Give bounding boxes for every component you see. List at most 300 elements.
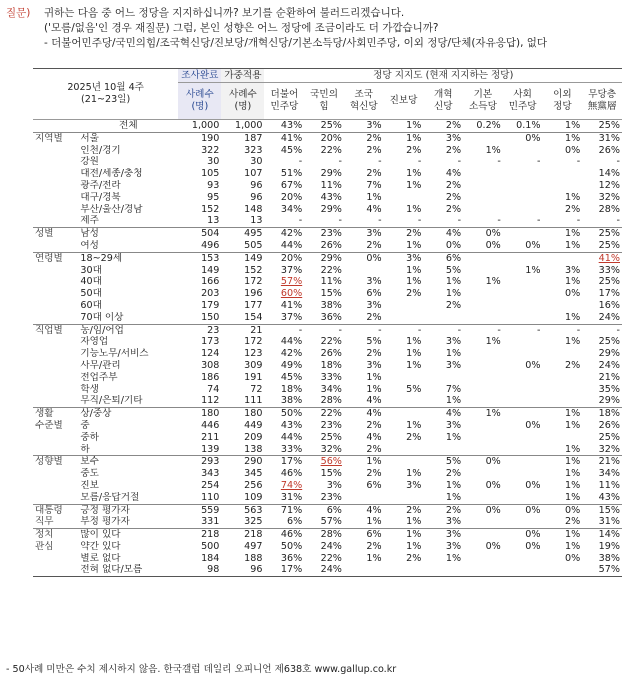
value-cell: 46% [264,529,304,541]
weighted-size-cell: 218 [221,529,264,541]
value-cell [463,444,503,456]
value-cell: 25% [598,239,620,251]
weighted-size-cell: 72 [250,383,263,395]
table-row [33,204,622,216]
value-cell: 43% [598,491,620,503]
weighted-size-cell: 21 [221,324,264,336]
value-cell: 1% [565,443,581,455]
value-cell: 1% [485,144,501,156]
value-cell [543,300,583,312]
table-row [33,553,622,565]
value-cell: 2% [344,132,384,144]
group-label [33,564,78,576]
question-label: 질문) [6,7,31,19]
weighted-size-cell: 191 [244,371,263,383]
weighted-size-cell: 187 [221,132,264,144]
value-cell: 74% [280,479,303,491]
value-cell: - [264,324,304,336]
value-cell [503,492,543,504]
value-cell: 1% [366,371,382,383]
subgroup-label: 60대 [80,299,102,311]
weighted-size-cell: 345 [244,468,263,480]
support-header: 정당 지지도 (현재 지지하는 정당) [264,69,622,83]
group-label: 정치 [33,529,78,541]
value-cell: 1% [406,179,422,191]
value-cell: 0% [485,479,501,491]
weighted-size-cell: 1,000 [221,120,264,133]
value-cell: 4% [366,203,382,215]
weighted-size-cell: 96 [250,179,263,191]
value-cell: 3% [445,336,462,348]
table-row [33,215,622,227]
value-cell [503,312,543,324]
subgroup-label: 서울 [78,132,178,144]
table-row [33,360,622,372]
value-cell: 22% [320,144,342,156]
value-cell [463,288,503,300]
table-row [33,395,622,407]
party-header: 진보당 [384,83,424,120]
weighted-size-cell: 109 [244,491,263,503]
subgroup-label: 사무/관리 [80,359,121,371]
value-cell: 38% [320,299,342,311]
value-cell [463,180,503,192]
value-cell [503,276,543,288]
weighted-size-cell: 152 [244,264,263,276]
value-cell: 29% [598,348,620,360]
sample-size-cell: 124 [201,348,220,360]
table-row [33,312,622,324]
value-cell [463,468,503,480]
value-cell: 1% [366,516,382,528]
value-cell: 36% [320,311,342,323]
sample-size-cell: 331 [201,516,220,528]
value-cell: 1% [565,491,581,503]
value-cell [503,395,543,407]
weighted-size-cell: 290 [221,456,264,468]
value-cell: - [543,324,583,336]
value-cell: 3% [406,479,422,491]
value-cell: 50% [280,540,303,552]
group-label: 관심 [35,540,54,552]
value-cell: 0% [525,359,541,371]
group-label [33,120,78,133]
subgroup-label: 남성 [78,228,178,240]
value-cell: 1% [344,456,384,468]
value-cell [384,192,424,204]
value-cell [384,564,424,576]
weighted-size-cell: 123 [244,348,263,360]
table-row [33,288,622,300]
value-cell: 1% [366,383,382,395]
group-label [33,204,78,216]
weighted-size-cell: 107 [244,168,263,180]
value-cell: 11% [320,276,342,288]
value-cell: 31% [280,491,303,503]
group-label: 성향별 [33,456,78,468]
sample-size-cell: 446 [201,419,220,431]
sample-size-cell: 496 [201,239,220,251]
value-cell: - [378,156,382,168]
table-row [33,541,622,553]
value-cell: 1% [445,479,462,491]
value-cell: 6% [344,529,384,541]
value-cell [463,529,503,541]
value-cell: 35% [598,383,620,395]
value-cell: 7% [445,383,462,395]
weighted-size-cell: 111 [244,395,263,407]
value-cell: 1% [543,120,583,133]
value-cell [463,192,503,204]
value-cell: 1% [485,336,501,348]
value-cell: 1% [485,276,501,288]
table-row [33,420,622,432]
group-label [33,372,78,384]
value-cell [503,336,543,348]
party-header: 이외 정당 [543,83,583,120]
value-cell: - [497,215,501,227]
subgroup-label: 전체 [78,120,178,133]
subgroup-label: 광주/전라 [80,179,121,191]
sample-size-cell: 500 [201,540,220,552]
value-cell: 11% [598,479,620,491]
group-label: 대통령 [33,504,78,516]
value-cell [344,492,384,504]
value-cell: 28% [598,203,620,215]
group-label [33,432,78,444]
value-cell: 3% [445,419,462,431]
subgroup-label: 중 [80,419,90,431]
value-cell: - [616,156,620,168]
value-cell: 24% [320,540,342,552]
sample-size-cell: 184 [201,552,220,564]
group-label [33,156,78,168]
value-cell: 22% [320,552,342,564]
sample-size-cell: 254 [201,479,220,491]
value-cell: 23% [304,228,344,240]
value-cell: 41% [264,132,304,144]
value-cell: 1% [406,239,422,251]
value-cell: - [384,324,424,336]
group-label [33,336,78,348]
sample-size-cell: 23 [178,324,221,336]
weighted-size-cell: 505 [244,239,263,251]
value-cell: 0% [525,479,541,491]
subgroup-label: 제주 [80,215,99,227]
value-cell: - [463,324,503,336]
value-cell: 2% [445,191,462,203]
value-cell [463,420,503,432]
value-cell: 0% [463,456,503,468]
value-cell: 0% [445,239,462,251]
weighted-size-cell: 563 [221,504,264,516]
value-cell [543,252,583,264]
value-cell: 4% [366,395,382,407]
value-cell: 1% [543,408,583,420]
value-cell: 1% [366,552,382,564]
value-cell [503,564,543,576]
value-cell: 71% [264,504,304,516]
table-row [33,444,622,456]
subgroup-label: 대전/세종/충청 [80,168,143,180]
value-cell: 0% [485,540,501,552]
value-cell: 14% [582,529,622,541]
weighted-size-cell: 497 [244,540,263,552]
value-cell: 24% [304,564,344,576]
value-cell: 2% [366,419,382,431]
value-cell: 4% [366,431,382,443]
value-cell [423,444,463,456]
value-cell: 1% [445,431,462,443]
weighted-size-cell: 209 [244,431,263,443]
value-cell: - [298,156,303,168]
table-row [33,456,622,468]
group-label [33,276,78,288]
value-cell: 2% [366,540,382,552]
value-cell: 26% [320,239,342,251]
value-cell: - [457,156,462,168]
value-cell: 25% [598,431,620,443]
value-cell [384,444,424,456]
group-label [33,468,78,480]
value-cell: 1% [406,203,422,215]
sample-size-cell: 152 [201,203,220,215]
weighted-size-cell: 148 [244,203,263,215]
table-row [33,336,622,348]
value-cell [423,372,463,384]
subgroup-label: 상/중상 [78,408,178,420]
value-cell: - [576,215,581,227]
sample-size-cell: 343 [201,468,220,480]
value-cell: 1% [445,348,462,360]
value-cell: 25% [582,120,622,133]
value-cell: - [457,215,462,227]
value-cell: 11% [320,179,342,191]
value-cell [543,180,583,192]
subgroup-label: 전혀 없다/모름 [78,564,178,576]
value-cell [463,360,503,372]
value-cell: 1% [565,468,581,480]
group-label [33,384,78,396]
group-label: 지역별 [33,132,78,144]
value-cell: 1% [384,120,424,133]
table-row [33,564,622,576]
value-cell: 29% [320,203,342,215]
value-cell [503,300,543,312]
value-cell: 22% [320,264,342,276]
value-cell: 1% [406,336,422,348]
value-cell: 15% [320,468,342,480]
subgroup-label: 약간 있다 [80,540,121,552]
value-cell: 3% [384,252,424,264]
sample-size-cell: 322 [201,144,220,156]
value-cell [503,372,543,384]
table-row [33,432,622,444]
value-cell [503,444,543,456]
party-header: 조국 혁신당 [344,83,384,120]
value-cell: 1% [463,408,503,420]
value-cell: 43% [280,419,303,431]
table-row [33,156,622,168]
value-cell: 33% [598,264,620,276]
value-cell: 5% [423,456,463,468]
question-line-2: ('모름/없음'인 경우 재질문) 그럼, 본인 성향은 어느 정당에 조금이라도 더 가깝습니까? [44,22,439,34]
party-header: 무당층 無黨層 [582,83,622,120]
value-cell: 57% [582,564,622,576]
table-row [33,252,622,264]
subgroup-label: 70대 이상 [80,311,124,323]
sample-size-cell: 179 [201,299,220,311]
value-cell: 1% [565,419,581,431]
value-cell: 2% [445,179,462,191]
sample-size-cell: 211 [201,431,220,443]
value-cell [463,384,503,396]
table-row [33,372,622,384]
value-cell: 23% [320,419,342,431]
sample-size-cell: 149 [201,264,220,276]
subgroup-label: 인천/경기 [80,144,121,156]
group-label: 수준별 [35,419,63,431]
value-cell: 24% [598,311,620,323]
weighted-size-cell: 180 [221,408,264,420]
date-line-1: 2025년 10월 4주 [67,82,144,93]
value-cell: 20% [280,191,303,203]
subgroup-label: 농/임/어업 [78,324,178,336]
sample-size-cell: 13 [207,215,220,227]
sample-size-cell: 203 [201,288,220,300]
value-cell [463,564,503,576]
value-cell: 51% [280,168,303,180]
value-cell: 1% [565,311,581,323]
value-cell: 1% [445,552,462,564]
value-cell: 6% [286,516,303,528]
value-cell: - [497,156,501,168]
sample-size-cell: 218 [178,529,221,541]
value-cell [384,456,424,468]
sample-size-header: 사례수 (명) [178,83,221,120]
table-row [33,132,622,144]
value-cell: 34% [598,468,620,480]
value-cell: 44% [280,336,303,348]
value-cell: 56% [304,456,344,468]
value-cell: 1% [384,529,424,541]
value-cell [463,492,503,504]
sample-size-cell: 153 [178,252,221,264]
group-label [33,553,78,565]
value-cell: 3% [366,276,382,288]
value-cell: 2% [565,359,581,371]
sample-size-cell: 98 [178,564,221,576]
group-label [33,300,78,312]
value-cell: 2% [565,203,581,215]
value-cell: 0% [463,228,503,240]
value-cell: 34% [320,383,342,395]
value-cell: - [537,156,541,168]
footnote: - 50사례 미만은 수치 제시하지 않음. 한국갤럽 데일리 오피니언 제638호 www.gallup.co.kr [6,664,397,675]
value-cell: 18% [320,359,342,371]
value-cell: 1% [406,516,422,528]
table-row [33,228,622,240]
subgroup-label: 많이 있다 [78,529,178,541]
value-cell: 14% [598,168,620,180]
sample-size-cell: 150 [201,311,220,323]
value-cell: 2% [565,516,581,528]
value-cell: 38% [280,395,303,407]
value-cell: 2% [366,468,382,480]
sample-size-cell: 139 [201,443,220,455]
subgroup-label: 진보 [80,479,99,491]
weighted-size-header: 사례수 (명) [221,83,264,120]
value-cell: 1% [406,540,422,552]
weighted-size-cell: 325 [244,516,263,528]
weighted-size-cell: 256 [244,479,263,491]
value-cell: 25% [320,431,342,443]
weighted-size-cell: 30 [250,156,263,168]
value-cell [503,228,543,240]
party-header: 사회 민주당 [503,83,543,120]
value-cell: - [582,324,622,336]
value-cell: 42% [280,348,303,360]
value-cell: 17% [264,456,304,468]
value-cell: 1% [543,529,583,541]
weighted-size-cell: 138 [244,443,263,455]
subgroup-label: 18~29세 [78,252,178,264]
value-cell: 20% [304,132,344,144]
value-cell [503,516,543,528]
value-cell [503,456,543,468]
sample-size-cell: 110 [201,491,220,503]
value-cell: - [417,215,422,227]
value-cell: 2% [406,288,422,300]
weighted-size-cell: 149 [221,252,264,264]
value-cell [463,204,503,216]
value-cell: 26% [320,348,342,360]
group-label [33,312,78,324]
group-label [33,168,78,180]
subgroup-label: 별로 없다 [80,552,121,564]
value-cell: 0.2% [463,120,503,133]
value-cell [503,348,543,360]
subgroup-label: 기능노무/서비스 [80,348,149,360]
sample-size-cell: 173 [201,336,220,348]
value-cell: 2% [366,348,382,360]
value-cell [384,300,424,312]
value-cell: 7% [366,179,382,191]
value-cell: 15% [582,504,622,516]
table-row [33,529,622,541]
group-label [33,348,78,360]
subgroup-label: 50대 [80,288,102,300]
value-cell: 22% [304,408,344,420]
value-cell: 2% [445,299,462,311]
value-cell: 1% [406,348,422,360]
value-cell: 1% [406,468,422,480]
value-cell: 6% [304,504,344,516]
value-cell: 2% [384,504,424,516]
value-cell: 44% [280,431,303,443]
table-row [33,168,622,180]
value-cell: 26% [598,144,620,156]
value-cell: 1% [565,276,581,288]
value-cell: 17% [264,564,304,576]
value-cell: - [298,215,303,227]
value-cell: 4% [344,408,384,420]
value-cell: 1% [565,336,581,348]
value-cell: 0.1% [503,120,543,133]
weighted-size-cell: 96 [250,191,263,203]
value-cell: - [338,215,342,227]
sample-size-cell: 180 [178,408,221,420]
